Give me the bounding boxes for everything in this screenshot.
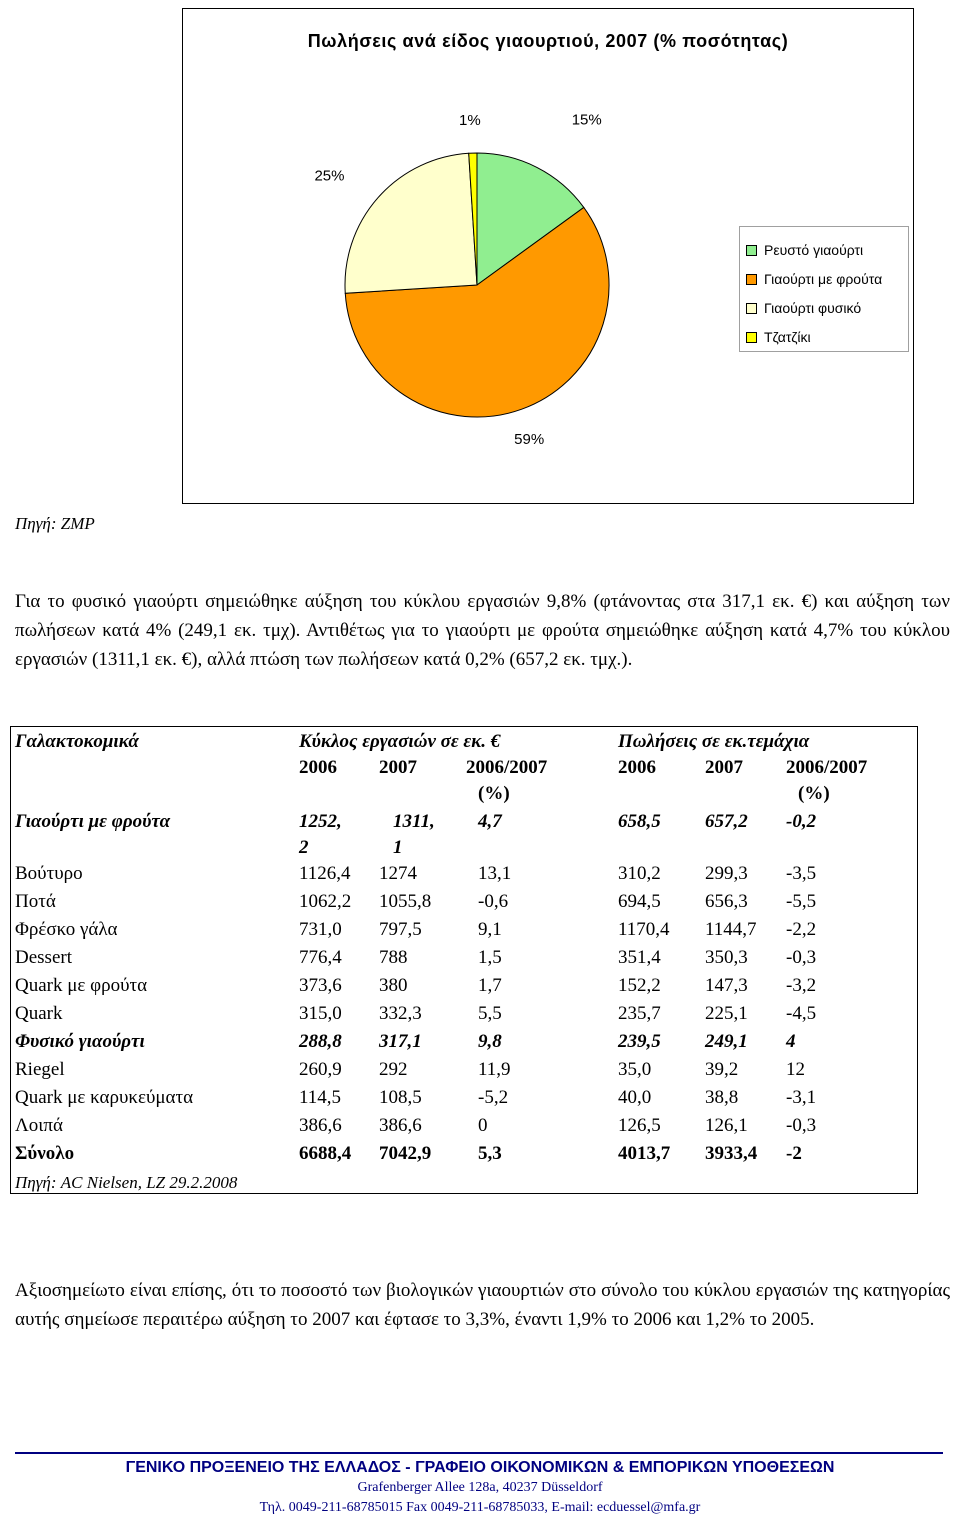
- cell-sales-2006: 351,4: [618, 947, 661, 968]
- cell-sales-change: -4,5: [786, 1003, 817, 1024]
- row-name: Quark με φρούτα: [15, 975, 148, 996]
- legend-swatch: [746, 303, 757, 314]
- row-name: Φυσικό γιαούρτι: [15, 1031, 145, 1052]
- cell-sales-2007: 657,2: [705, 811, 748, 832]
- row-name: Riegel: [15, 1059, 65, 1080]
- cell-turnover-2006: 260,9: [299, 1059, 342, 1080]
- cell-turnover-2006: 386,6: [299, 1115, 342, 1136]
- footer-contact: Τηλ. 0049-211-68785015 Fax 0049-211-68785033, E-mail: ecduessel@mfa.gr: [259, 1500, 701, 1515]
- legend-item: [746, 299, 861, 317]
- cell-sales-2006: 152,2: [618, 975, 661, 996]
- cell-sales-change: -2: [786, 1143, 802, 1164]
- cell-sales-2006: 658,5: [618, 811, 661, 832]
- row-name: Σύνολο: [15, 1143, 75, 1164]
- cell-sales-2007: 38,8: [705, 1087, 739, 1108]
- cell-sales-2006: 4013,7: [618, 1143, 671, 1164]
- pie-slice: [345, 153, 477, 293]
- cell-sales-2006: 35,0: [618, 1059, 652, 1080]
- footer-divider: [15, 1452, 943, 1454]
- chart-source: Πηγή: ZMP: [15, 514, 95, 533]
- cell-sales-2007: 350,3: [705, 947, 748, 968]
- cell-turnover-2006: 776,4: [299, 947, 342, 968]
- cell-sales-2006: 235,7: [618, 1003, 661, 1024]
- subheader-2006: 2006: [618, 757, 656, 778]
- subheader-2007: 2007: [705, 757, 743, 778]
- data-table: [10, 726, 918, 1194]
- subheader-change-unit: (%): [798, 783, 830, 804]
- pie-data-label: 15%: [571, 111, 602, 129]
- cell-turnover-2007: 317,1: [379, 1031, 422, 1052]
- row-name: Φρέσκο γάλα: [15, 919, 118, 940]
- row-name: Λοιπά: [15, 1115, 63, 1136]
- cell-turnover-change: 1,5: [478, 947, 502, 968]
- cell-sales-change: -3,5: [786, 863, 817, 884]
- footer-address: Grafenberger Allee 128a, 40237 Düsseldorf: [357, 1480, 603, 1495]
- cell-sales-change: -0,3: [786, 947, 817, 968]
- cell-sales-2007: 225,1: [705, 1003, 748, 1024]
- cell-turnover-change: -5,2: [478, 1087, 509, 1108]
- cell-turnover-2007: 1: [393, 837, 403, 858]
- cell-turnover-2007: 1274: [379, 863, 417, 884]
- cell-turnover-change: -0,6: [478, 891, 509, 912]
- chart-title: Πωλήσεις ανά είδος γιαουρτιού, 2007 (% ποσότητας): [307, 31, 789, 51]
- row-name: Quark: [15, 1003, 63, 1024]
- cell-sales-2006: 310,2: [618, 863, 661, 884]
- legend-label: Γιαούρτι φυσικό: [764, 300, 862, 316]
- header-sales: Πωλήσεις σε εκ.τεμάχια: [618, 731, 810, 752]
- legend-label: Τζατζίκι: [764, 329, 811, 345]
- pie-chart-frame: [182, 8, 914, 504]
- cell-turnover-change: 9,8: [478, 1031, 502, 1052]
- cell-turnover-2006: 1126,4: [299, 863, 351, 884]
- cell-sales-2006: 126,5: [618, 1115, 661, 1136]
- chart-legend: [739, 226, 909, 352]
- cell-turnover-2007: 788: [379, 947, 408, 968]
- cell-turnover-change: 13,1: [478, 863, 512, 884]
- row-name: Γιαούρτι με φρούτα: [15, 811, 171, 832]
- cell-turnover-change: 11,9: [478, 1059, 511, 1080]
- pie-data-label: 1%: [459, 112, 481, 130]
- cell-turnover-2007: 108,5: [379, 1087, 422, 1108]
- row-name: Quark με καρυκεύματα: [15, 1087, 194, 1108]
- cell-turnover-change: 0: [478, 1115, 488, 1136]
- cell-turnover-2006: 1062,2: [299, 891, 352, 912]
- legend-item: [746, 328, 811, 346]
- cell-sales-2006: 1170,4: [618, 919, 670, 940]
- table-source: Πηγή: AC Nielsen, LZ 29.2.2008: [15, 1173, 238, 1192]
- cell-turnover-2006: 1252,: [299, 811, 342, 832]
- cell-turnover-2007: 1055,8: [379, 891, 432, 912]
- cell-sales-change: -0,2: [786, 811, 817, 832]
- cell-sales-2007: 249,1: [705, 1031, 748, 1052]
- subheader-2007: 2007: [379, 757, 417, 778]
- cell-sales-change: -0,3: [786, 1115, 817, 1136]
- cell-sales-2007: 299,3: [705, 863, 748, 884]
- paragraph: Για το φυσικό γιαούρτι σημειώθηκε αύξηση του κύκλου εργασιών 9,8% (φτάνοντας στα 317,1 εκ. €) και αύξηση των πωλήσεων κατά 4% (249,1 εκ. τμχ). Αντιθέτως για το γιαούρτι με φρούτα σημειώθηκε αύξηση κατά 4,7% του κύκλου εργασιών (1311,1 εκ. €), αλλά πτώση των πωλήσεων κατά 0,2% (657,2 εκ. τμχ.).: [15, 591, 950, 670]
- pie-data-label: 25%: [314, 167, 345, 185]
- row-name: Ποτά: [15, 891, 56, 912]
- legend-item: [746, 241, 863, 259]
- subheader-change: 2006/2007: [466, 757, 548, 778]
- cell-turnover-2006: 2: [299, 837, 309, 858]
- legend-swatch: [746, 274, 757, 285]
- cell-turnover-2007: 7042,9: [379, 1143, 432, 1164]
- subheader-change-unit: (%): [478, 783, 510, 804]
- cell-turnover-change: 5,5: [478, 1003, 502, 1024]
- cell-turnover-2006: 731,0: [299, 919, 342, 940]
- cell-turnover-2006: 114,5: [299, 1087, 342, 1108]
- cell-sales-2007: 1144,7: [705, 919, 757, 940]
- header-category: Γαλακτοκομικά: [15, 731, 139, 752]
- cell-sales-change: 4: [786, 1031, 796, 1052]
- legend-label: Γιαούρτι με φρούτα: [764, 271, 883, 287]
- cell-turnover-2007: 797,5: [379, 919, 422, 940]
- cell-sales-change: -3,2: [786, 975, 817, 996]
- cell-turnover-2007: 292: [379, 1059, 408, 1080]
- legend-label: Ρευστό γιαούρτι: [764, 242, 864, 258]
- cell-sales-change: -3,1: [786, 1087, 817, 1108]
- cell-turnover-2006: 315,0: [299, 1003, 342, 1024]
- cell-sales-2007: 39,2: [705, 1059, 739, 1080]
- cell-turnover-2006: 6688,4: [299, 1143, 352, 1164]
- subheader-2006: 2006: [299, 757, 337, 778]
- cell-turnover-2007: 332,3: [379, 1003, 422, 1024]
- row-name: Βούτυρο: [15, 863, 83, 884]
- cell-turnover-2006: 288,8: [299, 1031, 342, 1052]
- subheader-change: 2006/2007: [786, 757, 868, 778]
- cell-sales-2006: 40,0: [618, 1087, 652, 1108]
- header-turnover: Κύκλος εργασιών σε εκ. €: [299, 731, 501, 752]
- cell-turnover-change: 5,3: [478, 1143, 502, 1164]
- cell-sales-2007: 3933,4: [705, 1143, 758, 1164]
- cell-turnover-2007: 380: [379, 975, 408, 996]
- cell-turnover-2007: 1311,: [393, 811, 435, 832]
- legend-item: [746, 270, 882, 288]
- cell-sales-2007: 126,1: [705, 1115, 748, 1136]
- cell-turnover-change: 4,7: [478, 811, 502, 832]
- cell-sales-change: 12: [786, 1059, 805, 1080]
- cell-sales-2006: 239,5: [618, 1031, 661, 1052]
- cell-sales-2007: 656,3: [705, 891, 748, 912]
- cell-sales-2006: 694,5: [618, 891, 661, 912]
- paragraph: Αξιοσημείωτο είναι επίσης, ότι το ποσοστό των βιολογικών γιαουρτιών στο σύνολο του κύκλου εργασιών της κατηγορίας αυτής σημείωσε περαιτέρω αύξηση το 2007 και έφτασε το 3,3%, έναντι 1,9% το 2006 και 1,2% το 2005.: [15, 1280, 950, 1330]
- cell-sales-2007: 147,3: [705, 975, 748, 996]
- footer-title: ΓΕΝΙΚΟ ΠΡΟΞΕΝΕΙΟ ΤΗΣ ΕΛΛΑΔΟΣ - ΓΡΑΦΕΙΟ ΟΙΚΟΝΟΜΙΚΩΝ & ΕΜΠΟΡΙΚΩΝ ΥΠΟΘΕΣΕΩΝ: [125, 1459, 835, 1476]
- legend-swatch: [746, 245, 757, 256]
- cell-turnover-2007: 386,6: [379, 1115, 422, 1136]
- row-name: Dessert: [15, 947, 72, 968]
- cell-turnover-change: 1,7: [478, 975, 502, 996]
- cell-sales-change: -2,2: [786, 919, 817, 940]
- pie-data-label: 59%: [514, 430, 545, 448]
- cell-sales-change: -5,5: [786, 891, 817, 912]
- cell-turnover-2006: 373,6: [299, 975, 342, 996]
- cell-turnover-change: 9,1: [478, 919, 502, 940]
- legend-swatch: [746, 332, 757, 343]
